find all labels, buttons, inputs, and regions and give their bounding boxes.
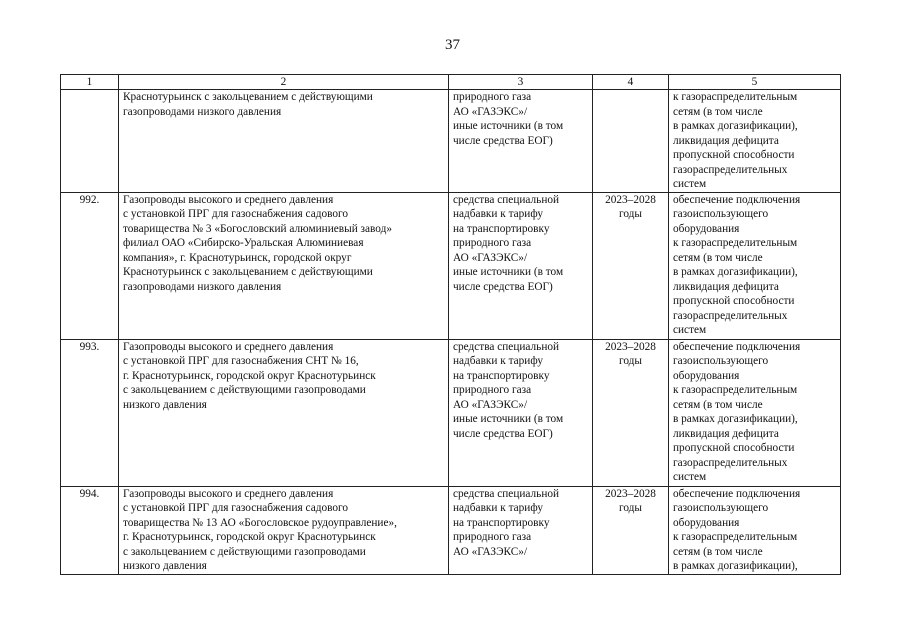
text-line: газоиспользующего [673,502,769,514]
text-line: газоиспользующего [673,355,769,367]
text-line: годы [618,502,642,514]
funding-source [449,339,593,486]
text-line: сетям (в том числе [673,545,763,558]
implementation-period [593,192,669,339]
header-cell-1: 1 [61,75,119,90]
text-line: газоиспользующего [673,208,769,220]
table-row [61,90,841,193]
text-line: с закольцеванием с действующими газопроводами [123,384,366,396]
funding-source [449,90,593,193]
header-row [61,75,841,90]
text-line: 2023–2028 [605,340,656,353]
text-line: пропускной способности [673,442,795,454]
text-line: пропускной способности [673,149,795,161]
implementation-period [593,90,669,193]
text-line: годы [618,355,642,367]
text-line: в рамках догазификации), [673,560,798,572]
text-line: Газопроводы высокого и среднего давления [123,193,334,206]
text-line: средства специальной [453,340,560,353]
text-line: с установкой ПРГ для газоснабжения садового [123,502,349,514]
text-line: природного газа [453,531,532,543]
text-line: оборудования [673,369,740,382]
text-line: газораспределительных [673,163,788,176]
text-line: к газораспределительным [673,384,798,396]
text-line: низкого давления [123,560,207,572]
row-number: 993. [61,339,119,486]
text-line: сетям (в том числе [673,251,763,264]
text-line: ликвидация дефицита [673,427,779,440]
text-line: к газораспределительным [673,531,798,543]
object-description [119,90,449,193]
text-line: газопроводами низкого давления [123,105,282,118]
text-line: оборудования [673,222,740,235]
text-line: природного газа [453,384,532,396]
table-row [61,486,841,574]
row-number: 992. [61,192,119,339]
text-line: с установкой ПРГ для газоснабжения садового [123,208,349,220]
table-row [61,192,841,339]
text-line: в рамках догазификации), [673,413,798,425]
text-line: г. Краснотурьинск, городской округ Краснотурьинск [123,531,376,543]
text-line: средства специальной [453,487,560,500]
funding-source [449,486,593,574]
row-number: 994. [61,486,119,574]
text-line: газораспределительных [673,309,788,322]
expected-result [669,486,841,574]
text-line: АО «ГАЗЭКС»/ [453,545,528,558]
text-line: товарищества № 13 АО «Богословское рудоуправление», [123,516,397,529]
text-line: сетям (в том числе [673,105,763,118]
text-line: числе средства ЕОГ) [453,134,553,147]
text-line: ликвидация дефицита [673,134,779,147]
text-line: в рамках догазификации), [673,120,798,132]
text-line: сетям (в том числе [673,398,763,411]
text-line: газораспределительных [673,456,788,469]
header-cell-3: 3 [449,75,593,90]
text-line: товарищества № 3 «Богословский алюминиевый завод» [123,222,393,235]
text-line: на транспортировку [453,516,550,529]
text-line: обеспечение подключения [673,340,801,353]
text-line: на транспортировку [453,369,550,382]
text-line: АО «ГАЗЭКС»/ [453,105,528,118]
text-line: надбавки к тарифу [453,502,544,514]
text-line: к газораспределительным [673,91,798,103]
text-line: АО «ГАЗЭКС»/ [453,398,528,411]
text-line: надбавки к тарифу [453,208,544,220]
text-line: годы [618,208,642,220]
text-line: пропускной способности [673,295,795,307]
text-line: числе средства ЕОГ) [453,280,553,293]
text-line: к газораспределительным [673,237,798,249]
row-number [61,90,119,193]
text-line: систем [673,178,707,190]
text-line: иные источники (в том [453,120,564,132]
text-line: АО «ГАЗЭКС»/ [453,251,528,264]
table-row [61,339,841,486]
text-line: Газопроводы высокого и среднего давления [123,340,334,353]
text-line: природного газа [453,237,532,249]
text-line: г. Краснотурьинск, городской округ Краснотурьинск [123,369,376,382]
text-line: природного газа [453,91,532,103]
text-line: ликвидация дефицита [673,280,779,293]
text-line: обеспечение подключения [673,487,801,500]
text-line: с установкой ПРГ для газоснабжения СНТ № 16, [123,355,359,367]
text-line: средства специальной [453,193,560,206]
text-line: надбавки к тарифу [453,355,544,367]
header-cell-4: 4 [593,75,669,90]
text-line: систем [673,471,707,483]
object-description [119,339,449,486]
text-line: обеспечение подключения [673,193,801,206]
header-cell-2: 2 [119,75,449,90]
text-line: 2023–2028 [605,487,656,500]
text-line: 2023–2028 [605,193,656,206]
funding-source [449,192,593,339]
object-description [119,486,449,574]
implementation-period [593,486,669,574]
text-line: филиал ОАО «Сибирско-Уральская Алюминиевая [123,237,364,249]
text-line: Краснотурьинск с закольцеванием с действующими [123,91,373,103]
expected-result [669,339,841,486]
program-table [60,74,841,575]
text-line: систем [673,324,707,336]
header-cell-5: 5 [669,75,841,90]
text-line: числе средства ЕОГ) [453,427,553,440]
expected-result [669,90,841,193]
text-line: иные источники (в том [453,266,564,278]
text-line: Газопроводы высокого и среднего давления [123,487,334,500]
text-line: с закольцеванием с действующими газопроводами [123,545,366,558]
text-line: на транспортировку [453,222,550,235]
text-line: иные источники (в том [453,413,564,425]
page-number: 37 [445,37,460,53]
text-line: низкого давления [123,398,207,411]
text-line: газопроводами низкого давления [123,280,282,293]
text-line: оборудования [673,516,740,529]
text-line: в рамках догазификации), [673,266,798,278]
text-line: Краснотурьинск с закольцеванием с действующими [123,266,373,278]
implementation-period [593,339,669,486]
text-line: компания», г. Краснотурьинск, городской округ [123,251,352,264]
object-description [119,192,449,339]
expected-result [669,192,841,339]
